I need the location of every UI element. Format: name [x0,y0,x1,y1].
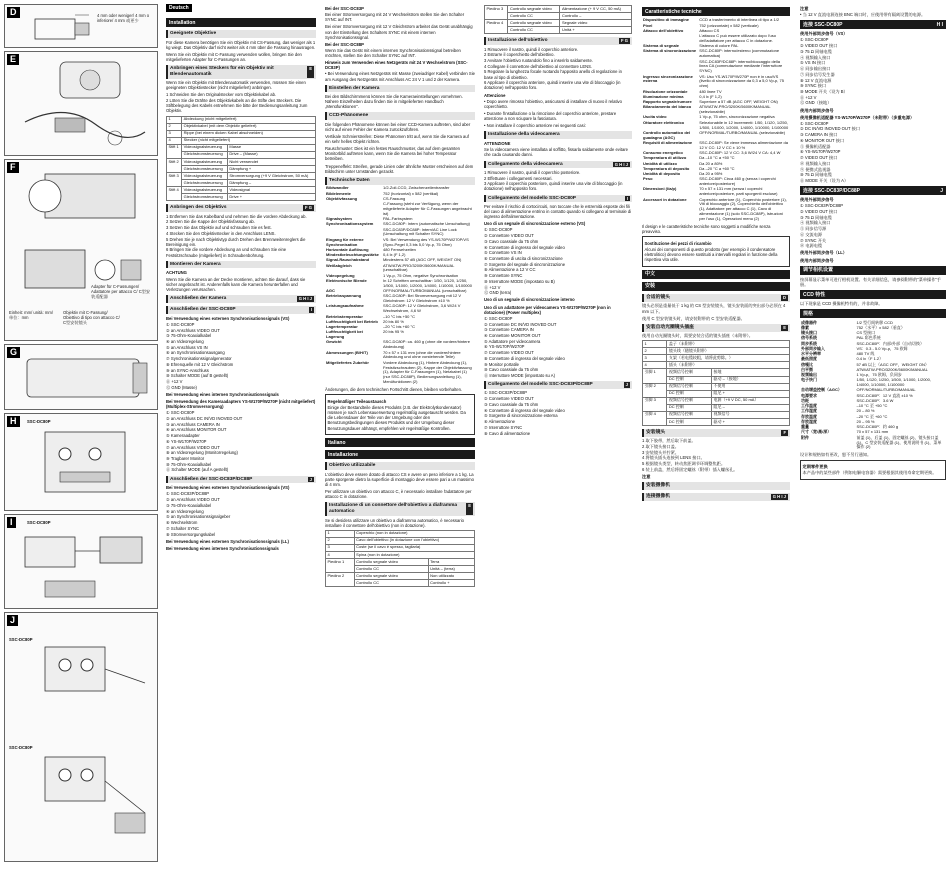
paragraph: Wenn Sie die Kamera an der Decke montieren, achten Sie darauf, dass sie sicher angebracht ist. Anderenfalls kann die Kamera herunterfallen und Verletzungen verursachen. [166,276,306,292]
paragraph: Wenn Sie ein Objektiv mit Blendenautomatik verwenden, müssen Sie einen geeigneten Objektivstecker (nicht mitgeliefert) anbringen. [166,80,306,91]
heading: Anbringen des Objektivs F G [166,204,316,212]
spec-row: Bildwandler 1/2-Zoll-CCD, Zwischenzeilentransfer [326,185,450,191]
spec-row: Umidità di deposito Da 20 a 95% [643,171,723,177]
spec-row: Eingang für externe Synchronisation VS: Bei Verwendung des YS-W170P/W270P/VS (Sync-Pegel 0,3 bis 5,0 Vp-p, 75 Ohm) [326,236,469,247]
spec-row: Sistema di segnale Sistema di colore PAL [643,43,739,49]
pin-table: 1 Coperchio (non in dotazione) 2 Cavo dell'obiettivo (in dotazione con l'obiettivo) 3 Coste (se il cavo è spesso, tagliarla) 4 Spina (non in dotazione) Piedino 1 Controllo segnale video Terra Controllo CC Unità – (terra) Piedino 2 Controllo segnale video Non utilizzato Controllo CC Controllo + [325,530,475,588]
german-column-1: Deutsch Installation Geeignete Objektive Für diese Kamera benötigen Sie ein Objektiv mit CS-Fassung, das weniger als 1 kg wiegt. Das Objektiv darf nicht weiter als 4 mm über die Fassung hinausragen. Wenn Sie ein Objektiv mit C-Fassung verwenden wollen, bringen Sie den mitgelieferten Adapter für C-Fassungen an. Anbringen eines Steckers für ein Objektiv mit Blendenautomatik E Wenn Sie ein Objektiv mit Blendenautomatik verwenden, müssen Sie einen geeigneten Objektivstecker (nicht mitgeliefert) anbringen. 1 Schneiden Sie den Originalstecker vom Objektivkabel ab. 2 Löten Sie die Drähte des Objektivkabels an die Stifte des Steckers. Die Stiftbelegung des Kabels entnehmen Sie bitte der Bedienungsanleitung zum Objektiv. 1 Abdeckung (nicht mitgeliefert) 2 Objektivkabel (mit dem Objektiv geliefert) 3 Rippe (bei einem dicken Kabel abschneiden) 4 Stecker (nicht mitgeliefert) Stift 1 Videosignalsteuerung Masse Gleichstromsteuerung Drive – (Masse) Stift 2 Videosignalsteuerung Nicht verwendet Gleichstromsteuerung Dämpfung + Stift 3 Videosignalsteuerung Stromversorgung (+9 V Gleichstrom, 50 mA) Gleichstromsteuerung Dämpfung – Stift 4 Videosignalsteuerung Videosignal Gleichstromsteuerung Drive + Anbringen des Objektivs F G 1 Entfernen Sie das Kabelband und nehmen Sie die vordere Abdeckung ab. 2 Setzen Sie die Kappe der Objektivfassung ab. 3 Setzen Sie das Objektiv auf und schrauben Sie es fest. 4 Stecken Sie den Objektivstecker in den Anschluss LENS. 5 Drehen Sie je nach Objektivtyp durch Drehen des Brennweitenreglers die Bereinigung ein. 6 Bringen Sie die vordere Abdeckung an und schrauben Sie eine Festsitzschraube (mitgeliefert) in Schraubenbohrung. Montieren der Kamera ACHTUNG Wenn Sie die Kamera an der Decke montieren, achten Sie darauf, dass sie sicher angebracht ist. Anderenfalls kann die Kamera herunterfallen und Verletzungen verursachen. Anschließen der Kamera G H I J Anschließen der SSC-DC80P I Bei Verwendung eines externen Synchronisationssignals (VS) ① SSC-DC80P ② an Anschluss VIDEO OUT ③ 75-Ohm-Koaxialkabel ④ an Videoregelung ⑤ an Anschluss VS IN ⑥ an Synchronisationsausgang ⑦ Synchronisationssignalgenerator ⑧ Ehrenquelle mit 12 V Gleichstrom ⑨ an SYNC-Anschluss ⑩ Schalter MODE (auf B gestellt) ⑪ +12 V ⑫ GND (Masse) Bei Verwendung eines internen Synchronisationssignals Bei Verwendung des Kameraadapters YS-W170P/W270P (nicht mitgeliefert) (Multiplex-Stromversorgung) ① SSC-DC80P ② an Anschluss DC IN/VD INOVED OUT ③ an Anschluss CAMERA IN ④ an Anschluss MONITOR OUT ⑤ Kameraadapter ⑥ YS-W170P/W270P ⑦ an Anschluss VIDEO OUT ⑧ an Videoregelung (Monitorregelung) ⑨ Tragbarer Monitor ⑩ 75-Ohm-Koaxialkabel ⑪ Schalter MODE (auf A gestellt) Anschließen der SSC-DC83P/DC88P J Bei Verwendung eines externen Synchronisationssignals (VS) ① SSC-DC83P/DC88P ② an Anschluss VIDEO OUT ③ 75-Ohm-Koaxialkabel ④ an Videoregelung ⑤ an Synchronisationssignalgeber ⑥ Wechselstrom ⑦ Schalter SYNC ⑧ Stromversorgungskabel Bei Verwendung eines externen Synchronisationssignals (LL) Bei Verwendung eines internen Synchronisationssignals [166,5,316,551]
spec-row: Mindestbeleuchtungsstärke 0,4 lx (F 1,2) [326,252,406,258]
spec-row: Otturatore elettronico Selezionabile in 12 incrementi: 1/50, 1/120, 1/250, 1/500, 1/1000, 1/2000, 1/4000, 1/10000, 1/100000 [643,119,789,130]
spec-table [325,186,475,385]
pin-table: 1 盖子（未附带） 2 镜头线（随镜头附带） 3 支架（若电缆较粗，请将此剪除。） 4 插头（未附带） 引脚 1 视频信号控制 接地 DC 控制 驱动 –（接地） 引脚 2 视频信号控制 不使用 DC 控制 阻尼 + 引脚 3 视频信号控制 电源（+9 V DC, 50 mA） DC 控制 阻尼 – 引脚 4 视频信号控制 视频信号 DC 控制 驱动 + [642,340,790,426]
spec-row: 成像器件 1/2 型行间转移 CCD [801,319,893,325]
figure-e: E [4,51,158,156]
heading: Installazione di un connettore dell'obiettivo a diaframma automatico E [325,502,475,516]
spec-row: Dimensioni (l/a/p) 70 x 57 x 131 mm (senza i coperchi anteriore/posteriore, parti sporgenti escluse) [643,186,778,197]
spec-row: Dispositivo di immagine CCD a trasferimento di interlinea di tipo a 1/2 [643,17,780,23]
spec-row: C-Fassung (steht zur Verfügung, wenn der mitgelieferte Adapter für C-Fassungen angebracht ist) [383,201,472,216]
spec-row: Lagertemperatur –20 °C bis +60 °C [326,324,415,330]
heading: Collegamento del modello SSC-DC80P I [484,195,632,203]
spec-row: 信噪比 57 dB 以上（AGC OFF，WEIGHT ON） [801,361,929,367]
section-settings: 调节相机设置 [800,266,946,275]
figure-j: J SSC-DC80P SSC-DC80P [4,612,158,862]
heading: Obiettivo utilizzabile [325,462,475,470]
connection-diagram-j [5,613,155,863]
spec-row: Leistungsaufnahme SSC-DC80P: 12 V Gleichstrom, 3,6 W/24 V Wechselstrom, 4,6 W [326,303,461,314]
spec-row: Umidità di utilizzo Da 20 a 80% [643,160,723,166]
chinese-column: 注意 • 当 12 V 直流电源连接 BNC 端口时，应使用带有隔离设置的电源。 连接 SSC-DC80P H I 使用外部同步信号（VS） ① SSC-DC80P ② VIDEO OUT 接口 ③ 75 Ω 同轴电缆 ④ 视频输入接口 ⑤ VS IN 接口 ⑥ 同步输出接口 ⑦ 同步信号发生器 ⑧ 12 V 直流电源 ⑨ SYNC 接口 ⑩ MODE 开关（设为 B） ⑪ +12 V ⑫ GND（接地） 使用内部同步信号 使用摄像机适配器 YS-W170P/W270P（未附带）（多重电源） ① SSC-DC80P ② DC IN/VD INOVED OUT 接口 ③ CAMERA IN 接口 ④ MONITOR OUT 接口 ⑤ 摄像机适配器 ⑥ YS-W170P/W270P ⑦ VIDEO OUT 接口 ⑧ 视频输入接口 ⑨ 便携式监视器 ⑩ 75 Ω 同轴电缆 ⑪ MODE 开关（设为 A） 连接 SSC-DC83P/DC88P J 使用外部同步信号 ① SSC-DC83P/DC88P ② VIDEO OUT 接口 ③ 75 Ω 同轴电缆 ④ 视频输入接口 ⑤ 同步信号源 ⑥ 交流电源 ⑦ SYNC 开关 ⑧ 电源电缆 使用外部同步信号（LL） 使用内部同步信号 调节相机设置 按屏幕显示菜单可进行相机设置。有关详细信息，请参阅附带的“菜单操作”手册。 CCD 特性 以下现象是 CCD 摄像机特有的，并非故障。 规格 成像器件 1/2 型行间转移 CCD 像素 752（水平）x 582（垂直） 镜头接口 CS 型接口 信号系统 PAL 彩色系统 同步系统 SSC-DC80P：内部/外部（自动切换） 外部同步输入 VS：0.3 - 5.0 Vp-p，75 欧姆 水平分辨率 480 TV 线 最低照度 0.4 lx（F 1.2） 信噪比 57 dB 以上（AGC OFF，WEIGHT ON） 白平衡 ATW/ATW-PRO/3200K/5600K/MANUAL 视频输出 1 Vp-p，75 欧姆，负同步 电子快门 1/50, 1/120, 1/250, 1/500, 1/1000, 1/2000, 1/4000, 1/10000, 1/100000 自动增益控制（AGC） OFF/NORMAL/TURBO/MANUAL 电源要求 SSC-DC80P：12 V 直流 ±10 % 功耗 SSC-DC80P：3.6 W 工作温度 –10 °C 至 +50 °C 工作湿度 20 – 80 % 存放温度 –20 °C 至 +60 °C 存放湿度 20 – 95 % 重量 SSC-DC80P：约 460 g 尺寸（宽/高/深） 70 x 57 x 131 mm 附件 前盖 (1)，后盖 (1)，固定螺丝 (2)，镜头接口盖 (1)，C 型安装适配器 (1)，使用说明书 (1)，菜单操作 (2) 设计和规格如有更改，恕不另行通知。 定期零件更换 本产品中的某些部件（例如电解电容器）需要根据其使用寿命定期更换。 [800,4,946,892]
step-list: 1 Entfernen Sie das Kabelband und nehmen Sie die vordere Abdeckung ab. 2 Setzen Sie die Kappe der Objektivfassung ab. 3 Setzen Sie das Objektiv auf und schrauben Sie es fest. 4 Stecken Sie den Objektivstecker in den Anschluss LENS. 5 Drehen Sie je nach Objektivtyp durch Drehen des Brennweitenreglers die Bereinigung ein. 6 Bringen Sie die vordere Abdeckung an und schrauben Sie eine Festsitzschraube (mitgeliefert) in Schraubenbohrung. [166,213,307,258]
spec-row: 同步系统 SSC-DC80P：内部/外部（自动切换） [801,340,925,346]
spec-row: SSC-DC83P/DC88P: Intern/AC Line Lock (Umschaltung mit Schalter SYNC) [383,226,457,237]
spec-row: Gewicht SSC-DC80P: ca. 460 g (ohne die vordere/hintere Abdeckung) [326,339,470,350]
spec-row: L'attacco C può essere utilizzato dopo l'uso dell'adattatore per attacco C in dotazione. [699,33,776,43]
connection-list: ① SSC-DC83P/DC88P ② an Anschluss VIDEO OUT ③ 75-Ohm-Koaxialkabel ④ an Videoregelung ⑤ an Synchronisationssignalgeber ⑥ Wechselstrom ⑦ Schalter SYNC ⑧ Stromversorgungskabel [166,491,231,537]
section-connect: 连接 SSC-DC80P H I [800,20,946,29]
italian-column-1: Piedino 3 Controllo segnale video Alimentazione (+ 9 V CC, 50 mA) Controllo CC Controllo – Piedino 4 Controllo segnale video Segnale video Controllo CC Unità + Installazione dell'obiettivo F G 1 Rimuovere il nastro, quindi il coperchio anteriore. 2 Estrarre il coperchietto dell'obiettivo. 3 Avvitare l'obiettivo ruotandolo fino a inserirlo saldamente. 4 Collegare il connettore dell'obiettivo al connettore LENS. 5 Regolare la lunghezza focale ruotando l'apposito anello di regolazione in base al tipo di obiettivo. 6 Applicare il coperchio anteriore, quindi inserire una vite di bloccaggio (in dotazione) nell'apposito foro. Attenzione • Dopo avere rimosso l'obiettivo, assicurarsi di installare di nuovo il relativo coperchietto. • Durante l'installazione o la rimozione del coperchio anteriore, prestare attenzione a non sciupare la fasciatura. • Non installare il coperchio anteriore nei seguenti casi: Installazione della videocamera ATTENZIONE Se la videocamera viene installata al soffitto, fissarla saldamente onde evitare che cada causando danni. Collegamento della videocamera G H I J 1 Rimuovere il nastro, quindi il coperchio posteriore. 2 Effettuare i collegamenti necessari. 3 Applicare il coperchio posteriore, quindi inserire una vite di bloccaggio (in dotazione) nell'apposito foro. Collegamento del modello SSC-DC80P I Per evitare il rischio di cortocircuiti, non toccare che le estremità esposte dei fili del cavo di alimentazione entrino in contatto quando si collegano al terminale di ingresso dell'alimentazione. Uso di un segnale di sincronizzazione esterno (VS) ① SSC-DC80P ② Connettore VIDEO OUT ③ Cavo coassiale da 75 ohm ④ Connettore di ingresso del segnale video ⑤ Connettore VS IN ⑥ Connettore di uscita di sincronizzazione ⑦ Sorgente del segnale di sincronizzazione ⑧ Alimentazione a 12 V CC ⑨ Connettore SYNC ⑩ Interruttore MODE (impostato su B) ⑪ +12 V ⑫ GND (terra) Uso di un segnale di sincronizzazione interno Uso di un adattatore per videocamera YS-W170P/W270P (non in dotazione) (Power multiplex) ① SSC-DC80P ② Connettore DC IN/VD INOVED OUT ③ Connettore CAMERA IN ④ Connettore MONITOR OUT ⑤ Adattatore per videocamera ⑥ YS-W170P/W270P ⑦ Connettore VIDEO OUT ⑧ Connettore di ingresso del segnale video ⑨ Monitor portatile ⑩ Cavo coassiale da 75 ohm ⑪ Interruttore MODE (impostato su A) Collegamento del modello SSC-DC83P/DC88P J ① SSC-DC83P/DC88P ② Connettore VIDEO OUT ③ Cavo coassiale da 75 ohm ④ Connettore di ingresso del segnale video ⑤ Sorgente di sincronizzazione esterna ⑥ Alimentazione ⑦ Interruttore SYNC ⑧ Cavo di alimentazione [484,5,632,436]
note-box: Sostituzione dei pezzi di ricambio Alcuni dei componenti di questo prodotto (per esempio il condensatore elettrolitico) devono essere sostituiti a intervalli regolari in funzione della rispettiva vita utile. [642,236,790,267]
spec-row: 附件 前盖 (1)，后盖 (1)，固定螺丝 (2)，镜头接口盖 (1)，C 型安装适配器 (1)，使用说明书 (1)，菜单操作 (2) [801,434,942,450]
rear-panel-diagram [5,414,155,512]
spec-row: Videopegelung 1 Vp-p, 75 Ohm, negative Synchronisation [326,272,459,278]
heading: Collegamento del modello SSC-DC83P/DC88P J [484,381,632,389]
spec-table [800,320,946,450]
spec-row: Synchronisationssystem SSC-DC80P: Intern (automatische Umschaltung) [326,221,470,227]
spec-row: 电子快门 1/50, 1/120, 1/250, 1/500, 1/1000, 1/2000, 1/4000, 1/10000, 1/100000 [801,377,931,388]
spec-table [642,18,790,222]
spec-row: Risoluzione orizzontale 480 linee TV [643,88,722,94]
section-chinese: 中文 [642,270,790,279]
german-column-2: Bei der SSC-DC83P Bei einer Stromversorgung mit 24 V Wechselstrom stellen Sie den Schalter SYNC auf INT. Bei einer Stromversorgung mit 12 V Gleichstrom arbeitet das Gerät unabhängig von der Einstellung des Schalters SYNC mit einem internen Synchronisationssignal. Bei der SSC-DC88P Wenn Sie das Gerät mit einem internen Synchronisationssignal betreiben möchten, stellen Sie den Schalter SYNC auf INT. Hinweis zum Verwenden eines Netzgeräts mit 24 V Wechselstrom (SSC-DC83P) • Bei Verwendung eines Netzgeräts mit Masse (zweiadriger Kabel) verbinden Sie am Ausgang des Netzgeräts mit Anschluss AC 24 V 1 und 2 der Kamera. Einstellen der Kamera Bei den Bildschirmmenü können Sie die Kameraeinstellungen vornehmen. Nähere Einzelheiten dazu finden Sie in mitgelieferten Handbuch „Menüfunktionen". CCD-Phänomene Die folgenden Phänomene können bei einer CCD-Kamera auftreten, sind aber nicht auf einen Fehler der Kamera zurückzuführen. Vertikale Schmierstreifen: Diese Phänomen tritt auf, wenn Sie die Kamera auf ein sehr helles Objekt richten. Rauschmuster: Dies ist ein festes Rauschmuster, das auf dem gesamten Monitorbild auftreten kann, wenn Sie die Kamera bei hoher Temperatur betreiben. Treppeneffekt: Streifen, gerade Linien oder ähnliche Muster erscheinen auf dem Bildschirm unter Umständen gezackt. Technische Daten Bildwandler 1/2-Zoll-CCD, Zwischenzeilentransfer Bildelemente 752 (horizontal) x 582 (vertikal) Objektivfassung CS-Fassung C-Fassung (steht zur Verfügung, wenn der mitgelieferte Adapter für C-Fassungen angebracht ist) Signalsystem PAL-Farbsystem Synchronisationssystem SSC-DC80P: Intern (automatische Umschaltung) SSC-DC83P/DC88P: Intern/AC Line Lock (Umschaltung mit Schalter SYNC) Eingang für externe Synchronisation VS: Bei Verwendung des YS-W170P/W270P/VS (Sync-Pegel 0,3 bis 5,0 Vp-p, 75 Ohm) Horizontale Auflösung 480 Fernsehzeilen Mindestbeleuchtungsstärke 0,4 lx (F 1,2) Signal-Rauschabstand Mindestens 57 dB (AGC OFF, WEIGHT ON) Weißabgleich ATW/ATW-PRO/3200K/5600K/MANUAL (umschaltbar) Videopegelung 1 Vp-p, 75 Ohm, negative Synchronisation Elektronische Blende In 12 Schritten umschaltbar: 1/50, 1/120, 1/250, 1/500, 1/1000, 1/2000, 1/4000, 1/10000, 1/100000 AGC OFF/NORMAL/TURBOMANUAL (umschaltbar) Betriebsspannung SSC-DC80P: Bei Stromversorgung mit 12 V Gleichstrom: 12 V Gleichstrom ±10 % Leistungsaufnahme SSC-DC80P: 12 V Gleichstrom, 3,6 W/24 V Wechselstrom, 4,6 W Betriebstemperatur –10 °C bis +50 °C Luftfeuchtigkeit bei Betrieb 20 bis 80 % Lagertemperatur –20 °C bis +60 °C Luftfeuchtigkeit bei Lagerung 20 bis 95 % Gewicht SSC-DC80P: ca. 460 g (ohne die vordere/hintere Abdeckung) Abmessungen (B/H/T) 70 x 57 x 131 mm (ohne die vordere/hintere Abdeckung und ohne vorstehende Teile) Mitgeliefertes Zubehör Vordere Abdeckung (1), Hintere Abdeckung (1), Festsitzschrauben (2), Kappe der Objektivfassung (1), Adapter für C-Fassungen (1), Netzkabel (1) (nur SSC-DC88P), Bedienungsanleitung (1), Menüfunktionen (2) Änderungen, die dem technischen Fortschritt dienen, bleiben vorbehalten. Regelmäßiger Teileaustausch Einige der Bestandteile dieses Produkts (z.B. der Elektrolytkondensator) müssen je nach Lebensauerwertung regelmäßig ausgetauscht werden. Da die Lebensdauer der Teile von der Umgebung oder den Benutzungsbedingungen dieses Produkts und der Umgebung dieser Benutzungsdauer abhängt, empfehlen wir regelmäßige Kontrollen. Italiano Installazione Obiettivo utilizzabile L'obiettivo deve essere dotato di attacco CS e avere un peso inferiore a 1 kg. La parte sporgente dietro la superficie di montaggio deve essere pari a un massimo di 4 mm. Per utilizzare un obiettivo con attacco C, è necessario installare l'adattatore per attacco C in dotazione. Installazione di un connettore dell'obiettivo a diaframma automatico E Se si desidera utilizzare un obiettivo a diaframma automatico, è necessario installare il connettore dell'obiettivo (non in dotazione). 1 Coperchio (non in dotazione) 2 Cavo dell'obiettivo (in dotazione con l'obiettivo) 3 Coste (se il cavo è spesso, tagliarla) 4 Spina (non in dotazione) Piedino 1 Controllo segnale video Terra Controllo CC Unità – (terra) Piedino 2 Controllo segnale video Non utilizzato Controllo CC Controllo + [325,4,475,892]
spec-row: Attacco dell'obiettivo Attacco CS [643,27,720,33]
heading: 安装摄像机 [642,482,790,490]
spec-row: Horizontale Auflösung 480 Fernsehzeilen [326,246,416,252]
section-install: Installazione [325,450,475,459]
heading: Montieren der Kamera [166,261,316,269]
spec-row: 视频输出 1 Vp-p，75 欧姆，负同步 [801,372,902,378]
pin-table: Piedino 3 Controllo segnale video Alimentazione (+ 9 V CC, 50 mA) Controllo CC Controllo – Piedino 4 Controllo segnale video Segnale video Controllo CC Unità + [484,5,632,34]
step-list: 1 取下胶带，然后取下前盖。 2 取下镜头接口盖。 3 安装镜头并拧紧。 4 将镜头插头连接到 LENS 接口。 5 根据镜头类型，转动焦距调节环调整焦距。 6 装上前盖，然后将固定螺丝（附带）插入螺丝孔。 [642,438,738,472]
connection-list: ① SSC-DC80P ② VIDEO OUT 接口 ③ 75 Ω 同轴电缆 ④ 视频输入接口 ⑤ VS IN 接口 ⑥ 同步输出接口 ⑦ 同步信号发生器 ⑧ 12 V 直流电源 ⑨ SYNC 接口 ⑩ MODE 开关（设为 B） ⑪ +12 V ⑫ GND（接地） [800,37,848,106]
section-connect: 连接 SSC-DC83P/DC88P J [800,186,946,195]
connection-diagram-i [5,515,155,610]
heading: Geeignete Objektive [166,30,316,38]
note-box: Regelmäßiger Teileaustausch Einige der Bestandteile dieses Produkts (z.B. der Elektrolytkondensator) müssen je nach Lebensauerwertung regelmäßig ausgetauscht werden. Da die Lebensdauer der Teile von der Umgebung oder den Benutzungsbedingungen dieses Produkts und der Umgebung dieser Benutzungsdauer abhängt, empfehlen wir regelmäßige Kontrollen. [325,394,475,435]
spec-row: Mitgeliefertes Zubehör Vordere Abdeckung (1), Hintere Abdeckung (1), Festsitzschrauben (2), Kappe der Objektivfassung (1), Adapter für C-Fassungen (1), Netzkabel (1) (nur SSC-DC88P), Bedienungsanleitung (1), Menüfunktionen (2) [326,359,472,385]
spec-row: 电源要求 SSC-DC80P：12 V 直流 ±10 % [801,392,913,398]
section-ccd: CCD 特性 [800,290,946,299]
step-list: 1 Schneiden Sie den Originalstecker vom Objektivkabel ab. 2 Löten Sie die Drähte des Objektivkabels an die Stifte des Steckers. Die Stiftbelegung des Kabels entnehmen Sie bitte der Bedienungsanleitung zum Objektiv. [166,92,308,114]
connection-list: ① SSC-DC80P ② DC IN/VD INOVED OUT 接口 ③ CAMERA IN 接口 ④ MONITOR OUT 接口 ⑤ 摄像机适配器 ⑥ YS-W170P/W270P ⑦ VIDEO OUT 接口 ⑧ 视频输入接口 ⑨ 便携式监视器 ⑩ 75 Ω 同轴电缆 ⑪ MODE 开关（设为 A） [800,120,860,183]
spec-row: Pixel 752 (orizzontale) x 582 (verticale) [643,22,759,28]
step-list: 1 Rimuovere il nastro, quindi il coperchio posteriore. 2 Effettuare i collegamenti necessari. 3 Applicare il coperchio posteriore, quindi inserire una vite di bloccaggio (in dotazione) nell'apposito foro. [484,169,623,192]
heading: Anbringen eines Steckers für ein Objektiv mit Blendenautomatik E [166,65,316,79]
spec-row: Controllo automatico del guadagno (AGC) OFF/NORMAL/TURBO/MANUAL (selezionabile) [643,129,786,140]
lens-depth-diagram [5,5,155,49]
spec-row: 像素 752（水平）x 582（垂直） [801,324,905,330]
heading: Anschließen der SSC-DC83P/DC88P J [166,476,316,484]
spec-row: Bilanciamento del bianco ATW/ATW-PRO/3200K/5600K/MANUAL (selezionabile) [643,104,771,115]
spec-row: Signalsystem PAL-Farbsystem [326,216,413,222]
paragraph: Für diese Kamera benötigen Sie ein Objektiv mit CS-Fassung, das weniger als 1 kg wiegt. Das Objektiv darf nicht weiter als 4 mm über die Fassung hinausragen. [166,39,316,50]
section-install: 安装 [642,282,790,291]
spec-row: Betriebsspannung SSC-DC80P: Bei Stromversorgung mit 12 V Gleichstrom: 12 V Gleichstrom ±10 % [326,293,462,304]
connection-list: ① SSC-DC83P/DC88P ② VIDEO OUT 接口 ③ 75 Ω 同轴电缆 ④ 视频输入接口 ⑤ 同步信号源 ⑥ 交流电源 ⑦ SYNC 开关 ⑧ 电源电缆 [800,203,844,249]
spec-row: Uscita video 1 Vp-p, 75 ohm, sincronizzazione negativa [643,114,775,120]
spec-row: 存放湿度 20 – 95 % [801,418,875,424]
connector-wiring-diagram [5,52,155,157]
heading: Collegamento della videocamera G H I J [484,161,632,169]
figure-d-caption: 4 mm oder weniger/ 4 mm o inferiore/ 4 mm 或更少 [97,13,150,24]
spec-row: 信号系统 PAL 彩色系统 [801,335,881,341]
heading: Anschließen der SSC-DC80P I [166,306,316,314]
connection-list: ① SSC-DC80P ② an Anschluss VIDEO OUT ③ 75-Ohm-Koaxialkabel ④ an Videoregelung ⑤ an Anschluss VS IN ⑥ an Synchronisationsausgang ⑦ Synchronisationssignalgenerator ⑧ Ehrenquelle mit 12 V Gleichstrom ⑨ an SYNC-Anschluss ⑩ Schalter MODE (auf B gestellt) ⑪ +12 V ⑫ GND (Masse) [166,321,234,390]
spec-row: Weißabgleich ATW/ATW-PRO/3200K/5600K/MANUAL (umschaltbar) [326,262,455,273]
spec-row: 外部同步输入 VS：0.3 - 5.0 Vp-p，75 欧姆 [801,345,908,351]
section-italian: Italiano [325,438,475,447]
heading: Installazione dell'obiettivo F G [484,37,632,45]
spec-row: Elektronische Blende In 12 Schritten umschaltbar: 1/50, 1/120, 1/250, 1/500, 1/1000, 1/2000, 1/4000, 1/10000, 1/100000 [326,277,472,288]
spec-row: 自动增益控制（AGC） OFF/NORMAL/TURBO/MANUAL [801,387,916,393]
heading: Installazione della videocamera [484,131,632,139]
heading: 连接摄像机 G H I J [642,493,790,501]
spec-row: Requisiti di alimentazione SSC-DC80P: Se viene immessa alimentazione da 12 V CC: 12 V CC ± 10 % [643,139,788,150]
spec-row: SSC-DC83P/DC88P: interno/bloccaggio della linea CA (commutazione mediante l'interruttore SYNC) [699,58,783,74]
unit-caption: Einheit: mm/ unità: mm/ 单位：mm [9,310,53,321]
spec-row: 功耗 SSC-DC80P：3.6 W [801,397,894,403]
spec-row: 镜头接口 CS 型接口 [801,330,876,336]
connection-list: ① SSC-DC80P ② Connettore DC IN/VD INOVED OUT ③ Connettore CAMERA IN ④ Connettore MONITOR OUT ⑤ Adattatore per videocamera ⑥ YS-W170P/W270P ⑦ Connettore VIDEO OUT ⑧ Connettore di ingresso del segnale video ⑨ Monitor portatile ⑩ Cavo coassiale da 75 ohm ⑪ Interruttore MODE (impostato su A) [484,315,565,378]
heading: Technische Daten [325,177,475,185]
spec-row: Consumo energetico SSC-DC80P: 12 V CC: 3,6 W/24 V CA: 4,4 W [643,150,781,156]
spec-row: Temperatura di utilizzo Da –10 °C a +50 °C [643,155,735,161]
heading: 合适的镜头 D [642,294,790,302]
spec-row: Betriebstemperatur –10 °C bis +50 °C [326,313,415,319]
figure-column [4,4,158,892]
figure-d: D 4 mm oder weniger/ 4 mm o inferiore/ 4 mm 或更少 [4,4,158,48]
spec-row: Bildelemente 752 (horizontal) x 582 (vertikal) [326,190,439,196]
spec-row: Rapporto segnale/rumore Superiore a 57 dB (AGC OFF, WEIGHT ON) [643,99,778,105]
heading: Anschließen der Kamera G H I J [166,295,316,303]
spec-row: 存放温度 –20 °C 至 +60 °C [801,413,888,419]
spec-row: Temperatura di deposito Da –20 °C a +60 °C [643,165,735,171]
camera-body-diagram [5,345,155,411]
spec-row: 水平分辨率 480 TV 线 [801,351,875,357]
spec-row: Ingresso sincronizzazione esterna VS: Uso YS-W170P/W270P non è in uso/VS (livello di sincronizzazione da 0,3 a 5,0 Vp-p, 75 ohm) [643,73,784,89]
italian-column-2: Caratteristiche tecniche Dispositivo di immagine CCD a trasferimento di interlinea di tipo a 1/2 Pixel 752 (orizzontale) x 582 (verticale) Attacco dell'obiettivo Attacco CS L'attacco C può essere utilizzato dopo l'uso dell'adattatore per attacco C in dotazione. Sistema di segnale Sistema di colore PAL Sistema di sincronizzazione SSC-DC80P: interno/esterno (commutazione automatica) SSC-DC83P/DC88P: interno/bloccaggio della linea CA (commutazione mediante l'interruttore SYNC) Ingresso sincronizzazione esterna VS: Uso YS-W170P/W270P non è in uso/VS (livello di sincronizzazione da 0,3 a 5,0 Vp-p, 75 ohm) Risoluzione orizzontale 480 linee TV Illuminazione minima 0,4 lx (F 1,2) Rapporto segnale/rumore Superiore a 57 dB (AGC OFF, WEIGHT ON) Bilanciamento del bianco ATW/ATW-PRO/3200K/5600K/MANUAL (selezionabile) Uscita video 1 Vp-p, 75 ohm, sincronizzazione negativa Otturatore elettronico Selezionabile in 12 incrementi: 1/50, 1/120, 1/250, 1/500, 1/1000, 1/2000, 1/4000, 1/10000, 1/100000 Controllo automatico del guadagno (AGC) OFF/NORMAL/TURBO/MANUAL (selezionabile) Requisiti di alimentazione SSC-DC80P: Se viene immessa alimentazione da 12 V CC: 12 V CC ± 10 % Consumo energetico SSC-DC80P: 12 V CC: 3,6 W/24 V CA: 4,4 W Temperatura di utilizzo Da –10 °C a +50 °C Umidità di utilizzo Da 20 a 80% Temperatura di deposito Da –20 °C a +60 °C Umidità di deposito Da 20 a 95% Peso SSC-DC80P: Circa 460 g (senza i coperchi anteriore/posteriore) Dimensioni (l/a/p) 70 x 57 x 131 mm (senza i coperchi anteriore/posteriore, parti sporgenti escluse) Accessori in dotazione Coperchio anteriore (1), Coperchio posteriore (1), Viti di bloccaggio (2), Coperchietto dell'obiettivo (1), Adattatore per attacco C (1), Cavo di alimentazione (1) (solo SSC-DC88P), Istruzioni per l'uso (1), Operazioni menu (2) Il design e le caratteristiche tecniche sono soggetti a modifiche senza preavviso. Sostituzione dei pezzi di ricambio Alcuni dei componenti di questo prodotto (per esempio il condensatore elettrolitico) devono essere sostituiti a intervalli regolari in funzione della rispettiva vita utile. 中文 安装 合适的镜头 D 镜头必须是重量低于 1 kg 的 CS 型安装镜头，镜头安装面的突出部分必须在 4 mm 以下。 使用 C 型安装镜头时，请安装附带的 C 型安装适配器。 安装自动光圈镜头插座 E 使用自动光圈镜头时，需要安装合适的镜头插座（未附带）。 1 盖子（未附带） 2 镜头线（随镜头附带） 3 支架（若电缆较粗，请将此剪除。） 4 插头（未附带） 引脚 1 视频信号控制 接地 DC 控制 驱动 –（接地） 引脚 2 视频信号控制 不使用 DC 控制 阻尼 + 引脚 3 视频信号控制 电源（+9 V DC, 50 mA） DC 控制 阻尼 – 引脚 4 视频信号控制 视频信号 DC 控制 驱动 + 安装镜头 F 1 取下胶带，然后取下前盖。 2 取下镜头接口盖。 3 安装镜头并拧紧。 4 将镜头插头连接到 LENS 接口。 5 根据镜头类型，转动焦距调节环调整焦距。 6 装上前盖，然后将固定螺丝（附带）插入螺丝孔。 注意 安装摄像机 连接摄像机 G H I J [642,8,789,499]
connection-list: ① SSC-DC80P ② an Anschluss DC IN/VD INOVED OUT ③ an Anschluss CAMERA IN ④ an Anschluss MONITOR OUT ⑤ Kameraadapter ⑥ YS-W170P/W270P ⑦ an Anschluss VIDEO OUT ⑧ an Videoregelung (Monitorregelung) ⑨ Tragbarer Monitor ⑩ 75-Ohm-Koaxialkabel ⑪ Schalter MODE (auf A gestellt) [166,410,243,473]
spec-row: AGC OFF/NORMAL/TURBOMANUAL (umschaltbar) [326,288,467,294]
connection-list: ① SSC-DC83P/DC88P ② Connettore VIDEO OUT ③ Cavo coassiale da 75 ohm ④ Connettore di ingresso del segnale video ⑤ Sorgente di sincronizzazione esterna ⑥ Alimentazione ⑦ Interruttore SYNC ⑧ Cavo di alimentazione [484,390,565,436]
connection-list: ① SSC-DC80P ② Connettore VIDEO OUT ③ Cavo coassiale da 75 ohm ④ Connettore di ingresso del segnale video ⑤ Connettore VS IN ⑥ Connettore di uscita di sincronizzazione ⑦ Sorgente del segnale di sincronizzazione ⑧ Alimentazione a 12 V CC ⑨ Connettore SYNC ⑩ Interruttore MODE (impostato su B) ⑪ +12 V ⑫ GND (terra) [484,227,566,296]
spec-row: Abmessungen (B/H/T) 70 x 57 x 131 mm (ohne die vordere/hintere Abdeckung und ohne vorstehende Teile) [326,349,461,360]
spec-row: Illuminazione minima 0,4 lx (F 1,2) [643,93,722,99]
spec-row: Peso SSC-DC80P: Circa 460 g (senza i coperchi anteriore/posteriore) [643,176,776,187]
spec-row: Luftfeuchtigkeit bei Lagerung 20 bis 95 % [326,329,404,340]
heading: Einstellen der Kamera [325,85,475,93]
heading: 安装镜头 F [642,429,790,437]
spec-row: Accessori in dotazione Coperchio anteriore (1), Coperchio posteriore (1), Viti di bloccaggio (2), Coperchietto dell'obiettivo (1), Adattatore per attacco C (1), Cavo di alimentazione (1) (solo SSC-DC88P), Istruzioni per l'uso (1), Operazioni menu (2) [643,196,787,222]
pin-table: 1 Abdeckung (nicht mitgeliefert) 2 Objektivkabel (mit dem Objektiv geliefert) 3 Rippe (bei einem dicken Kabel abschneiden) 4 Stecker (nicht mitgeliefert) Stift 1 Videosignalsteuerung Masse Gleichstromsteuerung Drive – (Masse) Stift 2 Videosignalsteuerung Nicht verwendet Gleichstromsteuerung Dämpfung + Stift 3 Videosignalsteuerung Stromversorgung (+9 V Gleichstrom, 50 mA) Gleichstromsteuerung Dämpfung – Stift 4 Videosignalsteuerung Videosignal Gleichstromsteuerung Drive + [166,116,316,202]
spec-row: Signal-Rauschabstand Mindestens 57 dB (AGC OFF, WEIGHT ON) [326,257,462,263]
language-tag: Deutsch [166,4,192,12]
spec-row: Luftfeuchtigkeit bei Betrieb 20 bis 80 % [326,318,404,324]
spec-row: Sistema di sincronizzazione SSC-DC80P: interno/esterno (commutazione automatica) [643,48,780,59]
spec-row: 重量 SSC-DC80P：约 460 g [801,424,899,430]
lens-caption: Objektiv mit C-Fassung/ Obiettivo di tipo con attacco C/ C型安装镜头 [63,310,120,326]
section-specs: 规格 [800,309,946,318]
figure-i: I SSC-DC80P [4,514,158,609]
spec-row: Objektivfassung CS-Fassung [326,195,406,201]
spec-row: 白平衡 ATW/ATW-PRO/3200K/5600K/MANUAL [801,366,928,372]
spec-row: 最低照度 0.4 lx（F 1.2） [801,356,884,362]
section-specs: Caratteristiche tecniche [642,7,790,16]
step-list: 1 Rimuovere il nastro, quindi il coperchio anteriore. 2 Estrarre il coperchietto dell'obiettivo. 3 Avvitare l'obiettivo ruotandolo fino a inserirlo saldamente. 4 Collegare il connettore dell'obiettivo al connettore LENS. 5 Regolare la lunghezza focale ruotando l'apposito anello di regolazione in base al tipo di obiettivo. 6 Applicare il coperchio anteriore, quindi inserire una vite di bloccaggio (in dotazione) nell'apposito foro. [484,46,622,91]
figure-g: G [4,344,158,410]
note-box: 定期零件更换 本产品中的某些部件（例如电解电容器）需要根据其使用寿命定期更换。 [800,460,946,480]
figure-h: H SSC-DC80P [4,413,158,511]
heading: 安装自动光圈镜头插座 E [642,324,790,332]
figure-f: F Adapter für C-Fassungen/ Adattatore per attacco C/ C型安装适配器 Objektiv mit C-Fassung/ Obiettivo di tipo con attacco C/ C型安装镜头 Einheit: mm/ unità: mm/ 单位：mm [4,159,158,341]
adapter-caption: Adapter für C-Fassungen/ Adattatore per attacco C/ C型安装适配器 [91,284,151,300]
spec-row: 工作温度 –10 °C 至 +50 °C [801,403,888,409]
paragraph: Wenn Sie ein Objektiv mit C-Fassung verwenden wollen, bringen Sie den mitgelieferten Adapter für C-Fassungen an. [166,51,302,62]
spec-row: 尺寸（宽/高/深） 70 x 57 x 131 mm [801,429,889,435]
heading: CCD-Phänomene [325,112,475,120]
spec-row: 工作湿度 20 – 80 % [801,408,875,414]
section-install: Installation [166,18,316,27]
